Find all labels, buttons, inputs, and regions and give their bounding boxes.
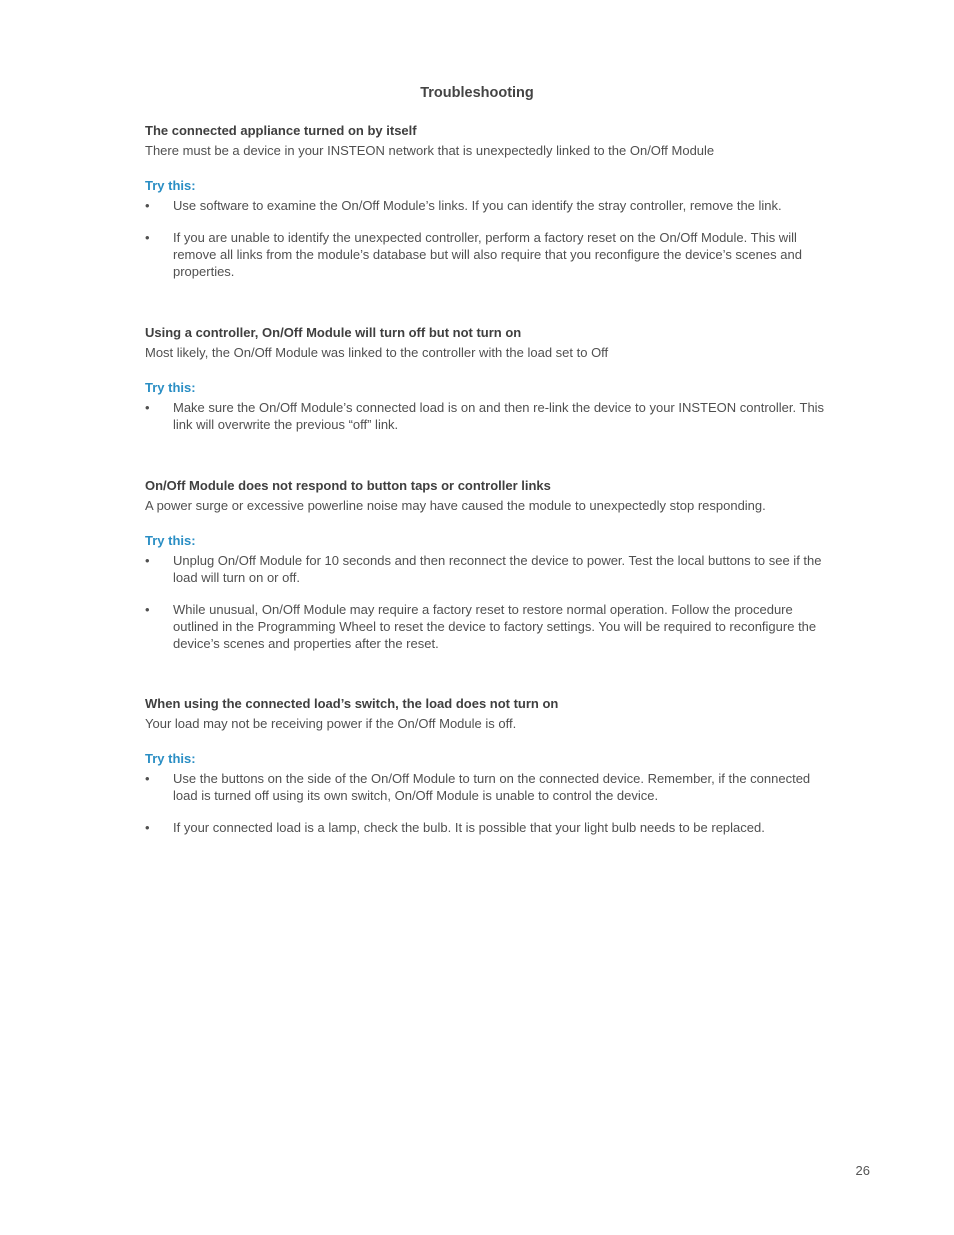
issue-description: A power surge or excessive powerline noise may have caused the module to unexpectedly stop responding. <box>145 498 766 513</box>
solution-item <box>145 399 825 433</box>
bullet-icon: • <box>145 820 150 835</box>
troubleshooting-section <box>145 695 825 851</box>
issue-heading: When using the connected load’s switch, the load does not turn on <box>145 696 559 711</box>
solution-list <box>145 552 825 652</box>
issue-description: Your load may not be receiving power if the On/Off Module is off. <box>145 716 517 731</box>
bullet-icon: • <box>145 771 150 786</box>
solution-item <box>145 770 825 804</box>
try-this-label: Try this: <box>145 533 196 548</box>
solution-list <box>145 197 825 280</box>
troubleshooting-section <box>145 477 825 667</box>
solution-text: Unplug On/Off Module for 10 seconds and then reconnect the device to power. Test the local buttons to see if the load will turn on or off. <box>173 553 822 585</box>
solution-text: If you are unable to identify the unexpected controller, perform a factory reset on the On/Off Module. This will remove all links from the module’s database but will also require that you reconfigure the device’s scenes and properties. <box>173 230 802 279</box>
bullet-icon: • <box>145 602 150 617</box>
issue-description: There must be a device in your INSTEON network that is unexpectedly linked to the On/Off Module <box>145 143 715 158</box>
try-this-label: Try this: <box>145 751 196 766</box>
solution-item <box>145 197 825 214</box>
solution-text: Use the buttons on the side of the On/Off Module to turn on the connected device. Remember, if the connected load is turned off using its own switch, On/Off Module is unable to control the device. <box>173 771 811 803</box>
issue-heading: On/Off Module does not respond to button taps or controller links <box>145 478 551 493</box>
bullet-icon: • <box>145 400 150 415</box>
solution-item <box>145 552 825 586</box>
page-number: 26 <box>855 1163 870 1178</box>
solution-text: Use software to examine the On/Off Module’s links. If you can identify the stray controller, remove the link. <box>173 198 782 213</box>
solution-list <box>145 770 825 836</box>
bullet-icon: • <box>145 230 150 245</box>
issue-description: Most likely, the On/Off Module was linked to the controller with the load set to Off <box>145 345 609 360</box>
solution-text: While unusual, On/Off Module may require a factory reset to restore normal operation. Follow the procedure outlined in the Programming Wheel to reset the device to factory settings. You will be required to reconfigure the device’s scenes and properties after the reset. <box>173 602 817 651</box>
solution-list <box>145 399 825 433</box>
try-this-label: Try this: <box>145 380 196 395</box>
solution-text: If your connected load is a lamp, check the bulb. It is possible that your light bulb needs to be replaced. <box>173 820 765 835</box>
troubleshooting-section <box>145 324 825 448</box>
solution-item <box>145 229 825 280</box>
solution-item <box>145 819 825 836</box>
try-this-label: Try this: <box>145 178 196 193</box>
solution-item <box>145 601 825 652</box>
issue-heading: Using a controller, On/Off Module will turn off but not turn on <box>145 325 522 340</box>
solution-text: Make sure the On/Off Module’s connected load is on and then re-link the device to your INSTEON controller. This link will overwrite the previous “off” link. <box>173 400 825 432</box>
page-title: Troubleshooting <box>420 85 534 101</box>
bullet-icon: • <box>145 553 150 568</box>
issue-heading: The connected appliance turned on by itself <box>145 123 417 138</box>
bullet-icon: • <box>145 198 150 213</box>
troubleshooting-section <box>145 122 825 295</box>
